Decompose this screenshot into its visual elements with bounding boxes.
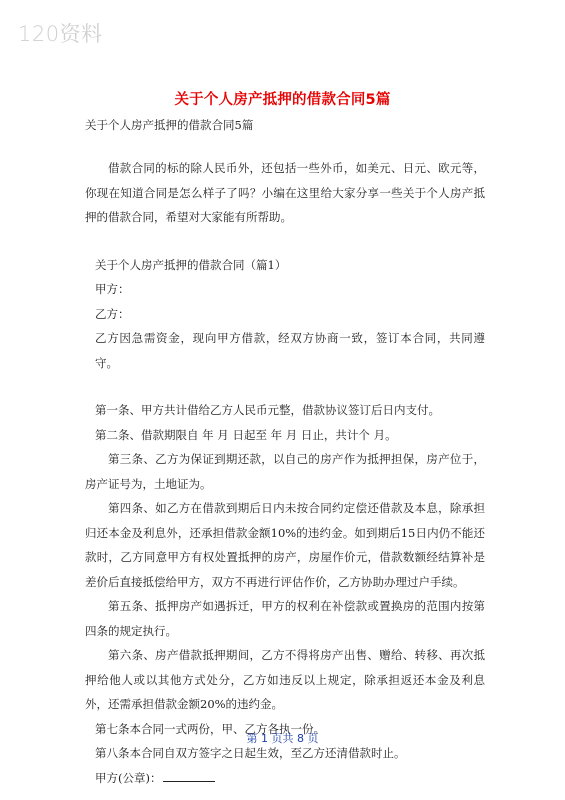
document-body (85, 156, 485, 790)
clause-8: 第八条本合同自双方签字之日起生效，至乙方还清借款时止。 (95, 746, 406, 760)
signature-blank (163, 769, 215, 782)
preamble-paragraph: 乙方因急需资金，现向甲方借款，经双方协商一致，签订本合同，共同遵守。 (95, 331, 485, 370)
party-a-label: 甲方： (95, 282, 130, 296)
signature-line (85, 766, 485, 791)
clause-5: 第五条、抵押房产如遇拆迁，甲方的权利在补偿款或置换房的范围内按第四条的规定执行。 (85, 599, 485, 638)
clause-3: 第三条、乙方为保证到期还款，以自己的房产作为抵押担保，房产位于，房产证号为，土地证为。 (85, 452, 485, 491)
document-subtitle: 关于个人房产抵押的借款合同5篇 (85, 118, 254, 132)
clause-7: 第七条本合同一式两份，甲、乙方各执一份。 (95, 721, 325, 736)
intro-paragraph: 借款合同的标的除人民币外，还包括一些外币，如美元、日元、欧元等，你现在知道合同是怎么样子了吗？小编在这里给大家分享一些关于个人房产抵押的借款合同，希望对大家能有所帮助。 (85, 161, 485, 224)
clause-6: 第六条、房产借款抵押期间，乙方不得将房产出售、赠给、转移、再次抵押给他人或以其他方式处分，乙方如违反以上规定，除承担返还本金及利息外，还需承担借款金额20%的违约金。 (85, 648, 485, 711)
clause-2: 第二条、借款期限自 年 月 日起至 年 月 日止，共计个 月。 (95, 427, 397, 442)
party-b-label: 乙方： (95, 306, 130, 321)
signature-label: 甲方(公章)： (95, 770, 162, 785)
clause-1: 第一条、甲方共计借给乙方人民币元整，借款协议签订后日内支付。 (95, 403, 440, 417)
section-title: 关于个人房产抵押的借款合同（篇1） (95, 257, 287, 272)
watermark: 120资料 (18, 22, 103, 46)
document-title: 关于个人房产抵押的借款合同5篇 (174, 92, 391, 108)
clause-4: 第四条、如乙方在借款到期后日内未按合同约定偿还借款及本息，除承担归还本金及利息外，还承担借款金额10%的违约金。如到期后15日内仍不能还款时，乙方同意甲方有权处置抵押的房产，房屋作价元，借款数额经结算补是差价后直接抵偿给甲方，双方不再进行评估作价，乙方协助办理过户手续。 (85, 501, 485, 589)
page-number: 第 1 页共 8 页 (246, 732, 319, 745)
